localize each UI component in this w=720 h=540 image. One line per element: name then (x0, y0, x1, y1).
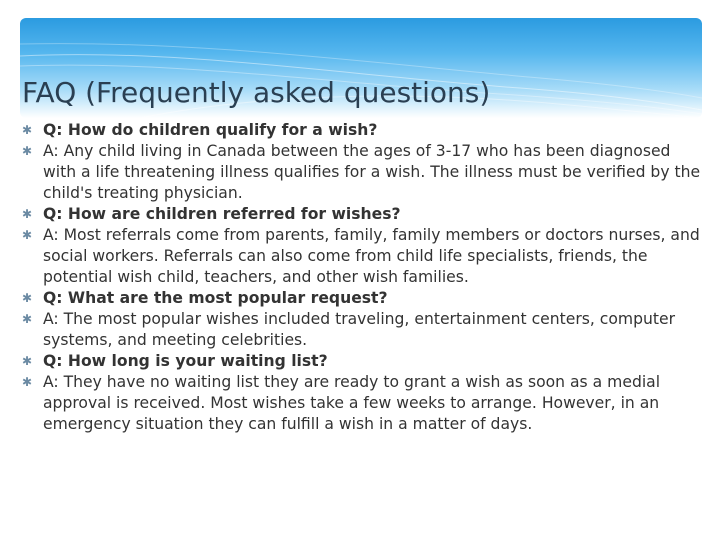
faq-list (22, 120, 702, 435)
question-text: Q: How are children referred for wishes? (43, 205, 401, 223)
slide-title: FAQ (Frequently asked questions) (22, 76, 491, 109)
faq-answer (22, 141, 702, 204)
answer-text: A: Most referrals come from parents, family, family members or doctors nurses, and social workers. Referrals can also come from child life specialists, friends, the potential wish child, teachers, and other wish families. (43, 226, 700, 286)
faq-question (22, 204, 702, 225)
faq-question (22, 351, 702, 372)
bullet-icon: ✱ (22, 291, 33, 305)
bullet-icon: ✱ (22, 354, 33, 368)
question-text: Q: What are the most popular request? (43, 289, 388, 307)
faq-question (22, 120, 702, 141)
faq-answer (22, 225, 702, 288)
faq-answer (22, 372, 702, 435)
bullet-icon: ✱ (22, 228, 33, 242)
question-text: Q: How do children qualify for a wish? (43, 121, 378, 139)
answer-text: A: They have no waiting list they are ready to grant a wish as soon as a medial approval is received. Most wishes take a few weeks to arrange. However, in an emergency situation they can fulfill a wish in a matter of days. (43, 373, 661, 433)
answer-text: A: The most popular wishes included traveling, entertainment centers, computer systems, and meeting celebrities. (43, 310, 675, 349)
bullet-icon: ✱ (22, 207, 33, 221)
bullet-icon: ✱ (22, 375, 33, 389)
bullet-icon: ✱ (22, 123, 33, 137)
faq-answer (22, 309, 702, 351)
answer-text: A: Any child living in Canada between the ages of 3-17 who has been diagnosed with a life threatening illness qualifies for a wish. The illness must be verified by the child's treating physician. (43, 142, 701, 202)
faq-question (22, 288, 702, 309)
bullet-icon: ✱ (22, 312, 33, 326)
question-text: Q: How long is your waiting list? (43, 352, 328, 370)
bullet-icon: ✱ (22, 144, 33, 158)
